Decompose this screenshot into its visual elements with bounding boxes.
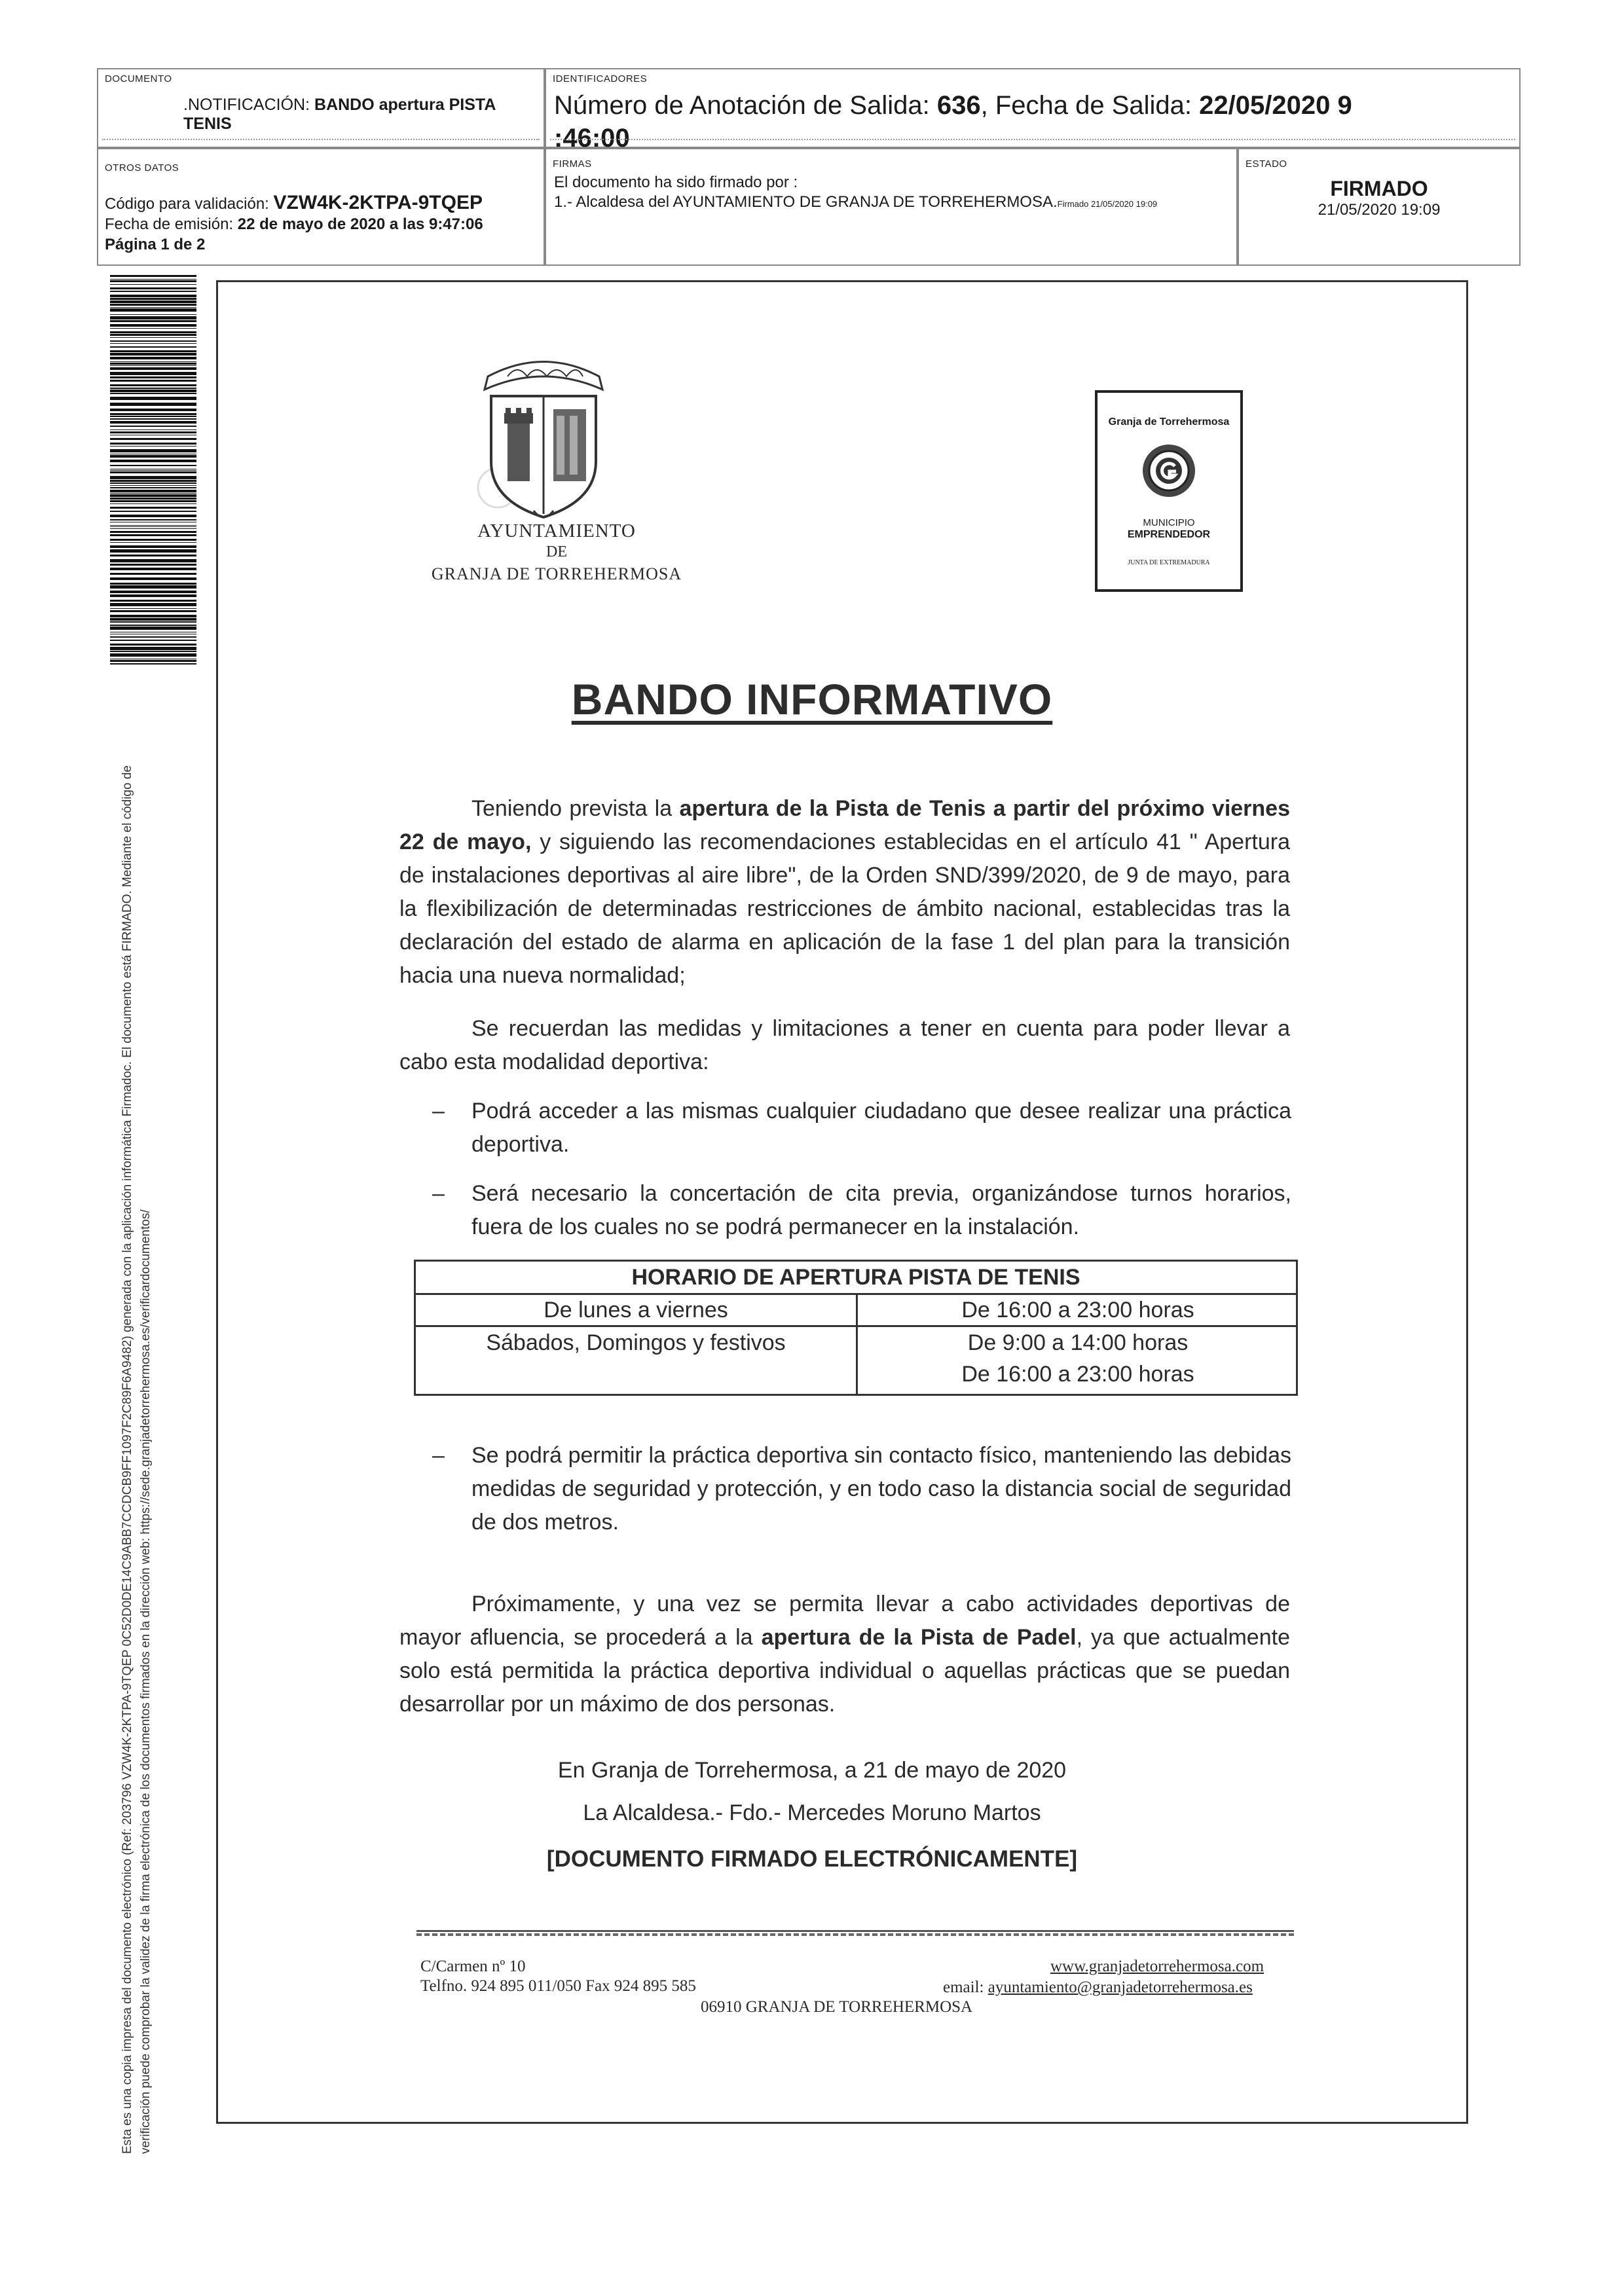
side-verification-text-2: verificación puede comprobar la validez de la firma electrónica de los documentos firmados en la dirección web: https://sede.granjadetorrehermosa.es/verificardocumentos/	[139, 1209, 153, 2154]
otros-datos-label: OTROS DATOS	[105, 162, 179, 173]
footer-email: email: ayuntamiento@granjadetorrehermosa.es	[943, 1978, 1253, 1996]
paragraph-padel: Próximamente, y una vez se permita llevar a cabo actividades deportivas de mayor afluencia, se procederá a la apertura de la Pista de Padel, ya que actualmente solo está permitida la práctica deportiva individual o aquellas prácticas que se puedan desarrollar por un máximo de dos personas.	[399, 1592, 1290, 1717]
document-cell	[97, 68, 545, 148]
estado-label: ESTADO	[1246, 158, 1287, 170]
estado-cell	[1238, 148, 1521, 266]
side-verification-text-1: Esta es una copia impresa del documento electrónico (Ref: 203796 VZW4K-2KTPA-9TQEP 0C52D0DE14C9ABB7CCDCB9FF1097F2C89F6A9482) generada con la aplicación informática Firmadoc. El documento está FIRMADO. Mediante el código de	[120, 765, 134, 2154]
logo-text-ayuntamiento: AYUNTAMIENTO	[477, 520, 636, 541]
otros-datos-cell	[97, 148, 545, 266]
schedule-header: HORARIO DE APERTURA PISTA DE TENIS	[416, 1262, 1296, 1295]
identificadores-cell	[545, 68, 1521, 153]
table-cell-hours: De 16:00 a 23:00 horas	[961, 1298, 1194, 1322]
page-title: BANDO INFORMATIVO	[571, 675, 1053, 723]
footer-postal: 06910 GRANJA DE TORREHERMOSA	[701, 1998, 973, 2016]
footer-phone: Telfno. 924 895 011/050 Fax 924 895 585	[420, 1977, 696, 1995]
table-cell-hours: De 9:00 a 14:00 horas	[967, 1330, 1189, 1355]
estado-text: FIRMADO 21/05/2020 19:09	[1239, 177, 1519, 219]
table-cell-hours: De 16:00 a 23:00 horas	[961, 1362, 1194, 1387]
page-number: Página 1 de 2	[105, 236, 206, 253]
bullet-item: – Podrá acceder a las mismas cualquier ciudadano que desee realizar una práctica deportiva.	[432, 1099, 1291, 1157]
table-cell-day: De lunes a viernes	[544, 1298, 728, 1322]
firmas-cell	[545, 148, 1238, 266]
otros-datos-text: Código para validación: VZW4K-2KTPA-9TQEP Fecha de emisión: 22 de mayo de 2020 a las 9:47:06 Página 1 de 2	[105, 192, 483, 253]
schedule-table	[414, 1260, 1298, 1396]
table-cell-day: Sábados, Domingos y festivos	[486, 1330, 786, 1355]
documento-label: DOCUMENTO	[105, 73, 172, 84]
footer-web-link[interactable]: www.granjadetorrehermosa.com	[1050, 1958, 1264, 1975]
bullet-item: – Se podrá permitir la práctica deportiva sin contacto físico, manteniendo las debidas medidas de seguridad y protección, y en todo caso la distancia social de seguridad de dos metros.	[432, 1443, 1291, 1535]
municipio-emprendedor-badge: Granja de Torrehermosa MUNICIPIO EMPRENDEDOR JUNTA DE EXTREMADURA	[1095, 390, 1243, 592]
footer-address: C/Carmen nº 10	[420, 1958, 526, 1975]
footer-divider	[416, 1930, 1294, 1936]
status-badge: FIRMADO	[1330, 177, 1428, 200]
signer: La Alcaldesa.- Fdo.- Mercedes Moruno Martos	[583, 1800, 1041, 1825]
badge-town: Granja de Torrehermosa	[1108, 416, 1230, 428]
document-name: .NOTIFICACIÓN: BANDO apertura PISTA TENIS	[183, 96, 496, 133]
paragraph-intro: Teniendo prevista la apertura de la Pista de Tenis a partir del próximo viernes 22 de mayo, y siguiendo las recomendaciones establecidas en el artículo 41 " Apertura de instalaciones deportivas al aire libre", de la Orden SND/399/2020, de 9 de mayo, para la flexibilización de determinadas restricciones de ámbito nacional, establecidas tras la declaración del estado de alarma en aplicación de la fase 1 del plan para la transición hacia una nueva normalidad;	[399, 796, 1290, 988]
logo-text-de: DE	[546, 543, 567, 560]
bullet-item: – Será necesario la concertación de cita previa, organizándose turnos horarios, fuera de los cuales no se podrá permanecer en la instalación.	[432, 1181, 1291, 1239]
identificadores-label: IDENTIFICADORES	[553, 73, 648, 84]
firmas-text: El documento ha sido firmado por : 1.- Alcaldesa del AYUNTAMIENTO DE GRANJA DE TORREHERMOSA.Firmado 21/05/2020 19:09	[554, 173, 1158, 211]
firmas-label: FIRMAS	[553, 158, 592, 170]
validation-code: VZW4K-2KTPA-9TQEP	[273, 192, 483, 213]
electronic-signature-note: [DOCUMENTO FIRMADO ELECTRÓNICAMENTE]	[546, 1846, 1078, 1872]
barcode-image	[110, 275, 196, 665]
paragraph-measures: Se recuerdan las medidas y limitaciones a tener en cuenta para poder llevar a cabo esta modalidad deportiva:	[399, 1016, 1290, 1074]
emprendedor-icon	[1141, 443, 1197, 499]
logo-text-town: GRANJA DE TORREHERMOSA	[431, 564, 682, 583]
coat-of-arms-icon	[471, 350, 616, 527]
footer-email-link[interactable]: ayuntamiento@granjadetorrehermosa.es	[987, 1978, 1253, 1996]
anotacion-salida: Número de Anotación de Salida: 636, Fecha de Salida: 22/05/2020 9 :46:00	[554, 91, 1352, 153]
place-date: En Granja de Torrehermosa, a 21 de mayo de 2020	[557, 1758, 1067, 1783]
